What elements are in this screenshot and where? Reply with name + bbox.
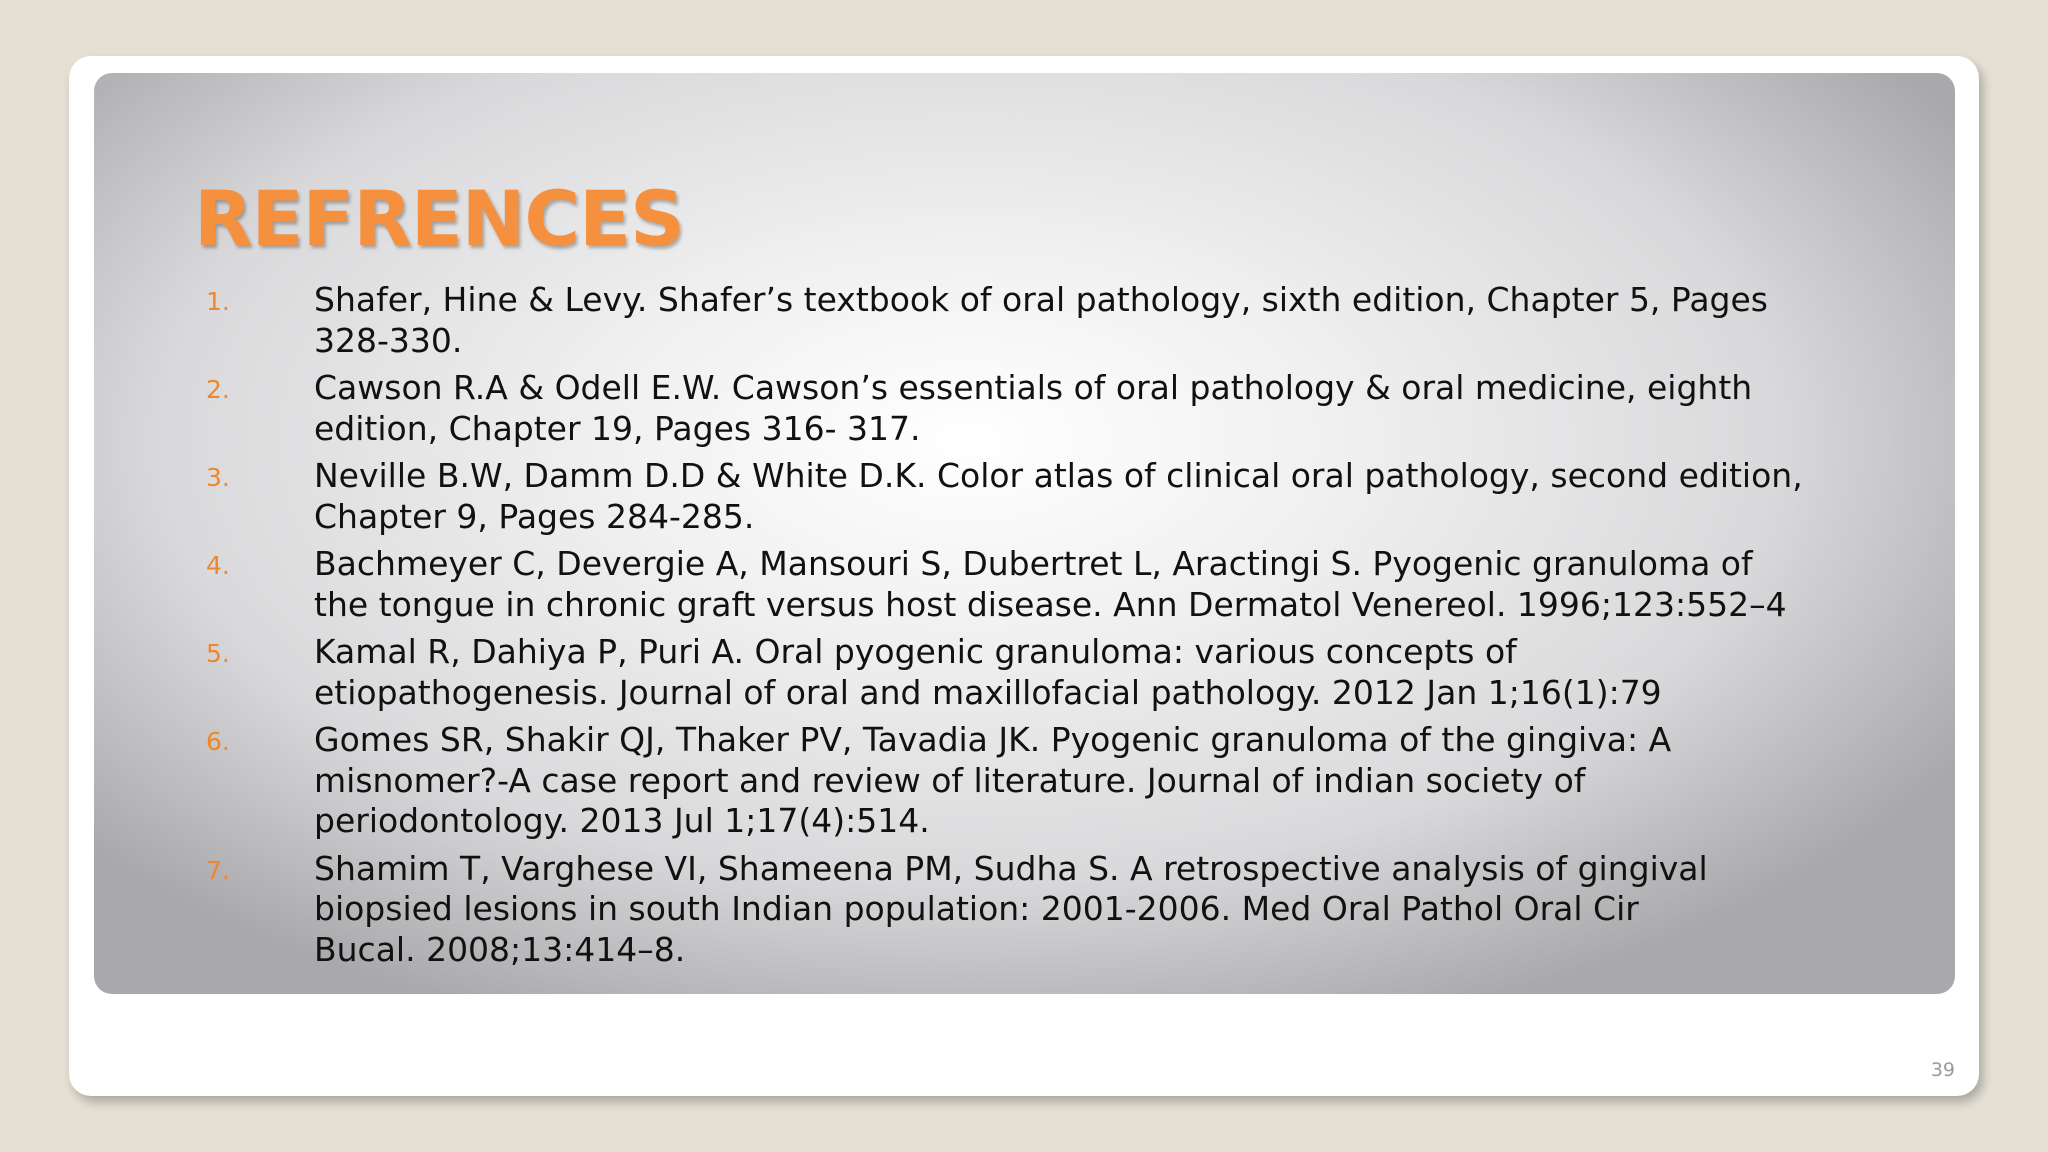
reference-number: 7. xyxy=(206,855,230,885)
reference-item xyxy=(206,720,1955,842)
reference-item xyxy=(206,280,1955,361)
reference-text: Bachmeyer C, Devergie A, Mansouri S, Dubertret L, Aractingi S. Pyogenic granuloma of the tongue in chronic graft versus host disease. Ann Dermatol Venereol. 1996;123:552–4 xyxy=(314,544,1787,624)
reference-number: 4. xyxy=(206,551,230,580)
page-number: 39 xyxy=(1930,1059,1955,1081)
reference-number: 2. xyxy=(206,375,230,404)
reference-number: 6. xyxy=(206,727,230,756)
references-list xyxy=(206,280,1955,977)
slide-frame xyxy=(69,56,1979,1096)
reference-item xyxy=(206,456,1955,537)
reference-text: Kamal R, Dahiya P, Puri A. Oral pyogenic granuloma: various concepts of etiopathogenesis. Journal of oral and maxillofacial pathology. 2012 Jan 1;16(1):79 xyxy=(314,632,1662,712)
reference-item xyxy=(206,368,1955,449)
reference-text: Gomes SR, Shakir QJ, Thaker PV, Tavadia JK. Pyogenic granuloma of the gingiva: A misnomer?-A case report and review of literature. Journal of indian society of periodontology. 2013 Jul 1;17(4):514. xyxy=(314,720,1672,840)
reference-item xyxy=(206,849,1955,971)
reference-item xyxy=(206,632,1955,713)
reference-text: Neville B.W, Damm D.D & White D.K. Color atlas of clinical oral pathology, second edition, Chapter 9, Pages 284-285. xyxy=(314,456,1803,536)
reference-number: 1. xyxy=(206,287,230,316)
reference-item xyxy=(206,544,1955,625)
reference-text: Shamim T, Varghese VI, Shameena PM, Sudha S. A retrospective analysis of gingival biopsied lesions in south Indian population: 2001-2006. Med Oral Pathol Oral Cir Bucal. 2008;13:414–8. xyxy=(314,848,1708,969)
reference-number: 3. xyxy=(206,463,230,492)
reference-text: Cawson R.A & Odell E.W. Cawson’s essentials of oral pathology & oral medicine, eighth edition, Chapter 19, Pages 316- 317. xyxy=(314,368,1753,448)
slide-title: REFRENCES xyxy=(194,174,684,263)
reference-number: 5. xyxy=(206,639,230,668)
reference-text: Shafer, Hine & Levy. Shafer’s textbook of oral pathology, sixth edition, Chapter 5, Pages 328-330. xyxy=(314,280,1768,360)
content-panel xyxy=(94,73,1955,994)
